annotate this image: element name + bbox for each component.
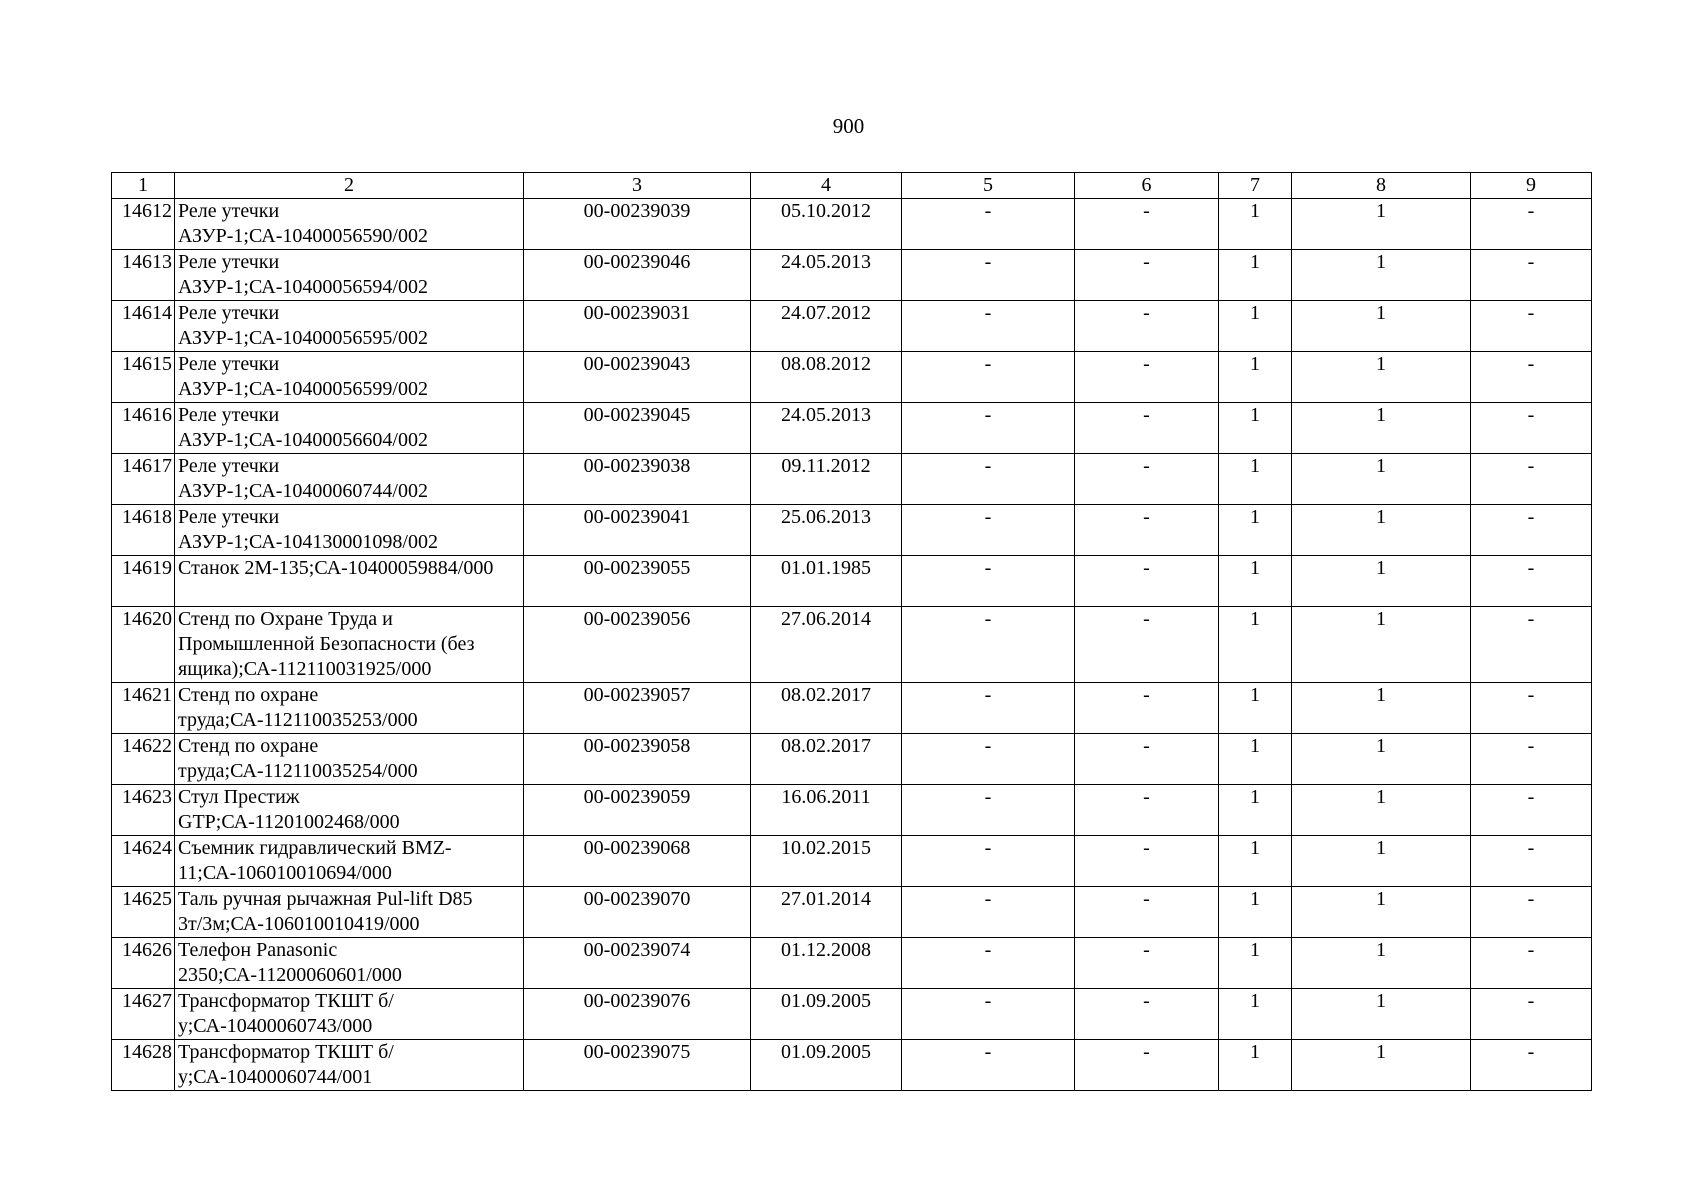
col5-cell: - — [902, 250, 1075, 301]
date-cell: 08.02.2017 — [751, 734, 902, 785]
inventory-code: 00-00239070 — [524, 887, 751, 938]
col6-cell: - — [1075, 352, 1219, 403]
col7-cell: 1 — [1219, 250, 1292, 301]
col6-cell: - — [1075, 199, 1219, 250]
col9-cell: - — [1471, 887, 1592, 938]
inventory-code: 00-00239038 — [524, 454, 751, 505]
row-number: 14626 — [112, 938, 175, 989]
col5-cell: - — [902, 989, 1075, 1040]
date-cell: 01.12.2008 — [751, 938, 902, 989]
table-body — [112, 199, 1592, 1091]
item-name: Реле утечки АЗУР-1;СА-10400056595/002 — [175, 301, 524, 352]
row-number: 14625 — [112, 887, 175, 938]
col5-cell: - — [902, 352, 1075, 403]
col9-cell: - — [1471, 734, 1592, 785]
date-cell: 27.06.2014 — [751, 607, 902, 683]
row-number: 14615 — [112, 352, 175, 403]
col8-cell: 1 — [1292, 683, 1471, 734]
row-number: 14612 — [112, 199, 175, 250]
col7-cell: 1 — [1219, 505, 1292, 556]
date-cell: 09.11.2012 — [751, 454, 902, 505]
col8-cell: 1 — [1292, 403, 1471, 454]
inventory-code: 00-00239055 — [524, 556, 751, 607]
column-header: 2 — [175, 173, 524, 199]
col9-cell: - — [1471, 556, 1592, 607]
col9-cell: - — [1471, 250, 1592, 301]
column-header: 8 — [1292, 173, 1471, 199]
inventory-code: 00-00239068 — [524, 836, 751, 887]
col7-cell: 1 — [1219, 938, 1292, 989]
col5-cell: - — [902, 836, 1075, 887]
row-number: 14621 — [112, 683, 175, 734]
item-name: Стул Престиж GTP;СА-11201002468/000 — [175, 785, 524, 836]
col6-cell: - — [1075, 403, 1219, 454]
col7-cell: 1 — [1219, 556, 1292, 607]
col5-cell: - — [902, 683, 1075, 734]
col5-cell: - — [902, 785, 1075, 836]
item-name: Реле утечки АЗУР-1;СА-10400060744/002 — [175, 454, 524, 505]
inventory-code: 00-00239045 — [524, 403, 751, 454]
col9-cell: - — [1471, 785, 1592, 836]
inventory-code: 00-00239059 — [524, 785, 751, 836]
col8-cell: 1 — [1292, 556, 1471, 607]
col8-cell: 1 — [1292, 505, 1471, 556]
date-cell: 16.06.2011 — [751, 785, 902, 836]
col8-cell: 1 — [1292, 301, 1471, 352]
col5-cell: - — [902, 887, 1075, 938]
row-number: 14616 — [112, 403, 175, 454]
item-name: Трансформатор ТКШТ б/у;СА-10400060743/000 — [175, 989, 524, 1040]
date-cell: 24.05.2013 — [751, 250, 902, 301]
column-header: 5 — [902, 173, 1075, 199]
col6-cell: - — [1075, 301, 1219, 352]
date-cell: 24.05.2013 — [751, 403, 902, 454]
col6-cell: - — [1075, 505, 1219, 556]
item-name: Стенд по Охране Труда и Промышленной Безопасности (без ящика);СА-112110031925/000 — [175, 607, 524, 683]
col6-cell: - — [1075, 836, 1219, 887]
col8-cell: 1 — [1292, 352, 1471, 403]
item-name: Реле утечки АЗУР-1;СА-10400056590/002 — [175, 199, 524, 250]
col9-cell: - — [1471, 505, 1592, 556]
col9-cell: - — [1471, 301, 1592, 352]
col6-cell: - — [1075, 683, 1219, 734]
date-cell: 27.01.2014 — [751, 887, 902, 938]
col8-cell: 1 — [1292, 1040, 1471, 1091]
date-cell: 08.08.2012 — [751, 352, 902, 403]
item-name: Реле утечки АЗУР-1;СА-10400056599/002 — [175, 352, 524, 403]
item-name: Станок 2М-135;СА-10400059884/000 — [175, 556, 524, 607]
col8-cell: 1 — [1292, 734, 1471, 785]
col6-cell: - — [1075, 250, 1219, 301]
table-row — [112, 989, 1592, 1040]
date-cell: 24.07.2012 — [751, 301, 902, 352]
inventory-code: 00-00239056 — [524, 607, 751, 683]
inventory-code: 00-00239043 — [524, 352, 751, 403]
col9-cell: - — [1471, 403, 1592, 454]
date-cell: 25.06.2013 — [751, 505, 902, 556]
col5-cell: - — [902, 454, 1075, 505]
row-number: 14617 — [112, 454, 175, 505]
col9-cell: - — [1471, 454, 1592, 505]
col7-cell: 1 — [1219, 836, 1292, 887]
row-number: 14619 — [112, 556, 175, 607]
col8-cell: 1 — [1292, 454, 1471, 505]
item-name: Стенд по охране труда;СА-112110035254/000 — [175, 734, 524, 785]
row-number: 14628 — [112, 1040, 175, 1091]
col7-cell: 1 — [1219, 683, 1292, 734]
date-cell: 01.09.2005 — [751, 1040, 902, 1091]
table-row — [112, 785, 1592, 836]
item-name: Реле утечки АЗУР-1;СА-10400056604/002 — [175, 403, 524, 454]
col7-cell: 1 — [1219, 785, 1292, 836]
table-row — [112, 938, 1592, 989]
col5-cell: - — [902, 1040, 1075, 1091]
col5-cell: - — [902, 556, 1075, 607]
col5-cell: - — [902, 938, 1075, 989]
row-number: 14614 — [112, 301, 175, 352]
date-cell: 10.02.2015 — [751, 836, 902, 887]
row-number: 14624 — [112, 836, 175, 887]
col5-cell: - — [902, 607, 1075, 683]
col9-cell: - — [1471, 199, 1592, 250]
inventory-code: 00-00239058 — [524, 734, 751, 785]
date-cell: 01.01.1985 — [751, 556, 902, 607]
col7-cell: 1 — [1219, 199, 1292, 250]
item-name: Стенд по охране труда;СА-112110035253/000 — [175, 683, 524, 734]
inventory-code: 00-00239057 — [524, 683, 751, 734]
table-row — [112, 250, 1592, 301]
table-row — [112, 199, 1592, 250]
col8-cell: 1 — [1292, 887, 1471, 938]
inventory-code: 00-00239075 — [524, 1040, 751, 1091]
col5-cell: - — [902, 301, 1075, 352]
col9-cell: - — [1471, 836, 1592, 887]
col7-cell: 1 — [1219, 734, 1292, 785]
row-number: 14622 — [112, 734, 175, 785]
col7-cell: 1 — [1219, 989, 1292, 1040]
table-row — [112, 836, 1592, 887]
inventory-code: 00-00239076 — [524, 989, 751, 1040]
col7-cell: 1 — [1219, 1040, 1292, 1091]
col9-cell: - — [1471, 683, 1592, 734]
table-row — [112, 505, 1592, 556]
inventory-code: 00-00239031 — [524, 301, 751, 352]
date-cell: 05.10.2012 — [751, 199, 902, 250]
item-name: Реле утечки АЗУР-1;СА-10400056594/002 — [175, 250, 524, 301]
col6-cell: - — [1075, 556, 1219, 607]
date-cell: 01.09.2005 — [751, 989, 902, 1040]
col8-cell: 1 — [1292, 989, 1471, 1040]
table-row — [112, 683, 1592, 734]
col5-cell: - — [902, 505, 1075, 556]
col9-cell: - — [1471, 352, 1592, 403]
col6-cell: - — [1075, 989, 1219, 1040]
column-header: 4 — [751, 173, 902, 199]
col7-cell: 1 — [1219, 607, 1292, 683]
col6-cell: - — [1075, 734, 1219, 785]
col5-cell: - — [902, 403, 1075, 454]
col7-cell: 1 — [1219, 403, 1292, 454]
col5-cell: - — [902, 734, 1075, 785]
col8-cell: 1 — [1292, 785, 1471, 836]
col7-cell: 1 — [1219, 352, 1292, 403]
col9-cell: - — [1471, 607, 1592, 683]
col6-cell: - — [1075, 887, 1219, 938]
header-row — [112, 173, 1592, 199]
row-number: 14620 — [112, 607, 175, 683]
col6-cell: - — [1075, 785, 1219, 836]
inventory-code: 00-00239074 — [524, 938, 751, 989]
inventory-code: 00-00239039 — [524, 199, 751, 250]
col8-cell: 1 — [1292, 607, 1471, 683]
item-name: Трансформатор ТКШТ б/у;СА-10400060744/001 — [175, 1040, 524, 1091]
col5-cell: - — [902, 199, 1075, 250]
date-cell: 08.02.2017 — [751, 683, 902, 734]
column-header: 7 — [1219, 173, 1292, 199]
row-number: 14613 — [112, 250, 175, 301]
column-header: 1 — [112, 173, 175, 199]
col9-cell: - — [1471, 938, 1592, 989]
column-header: 3 — [524, 173, 751, 199]
row-number: 14627 — [112, 989, 175, 1040]
table-row — [112, 1040, 1592, 1091]
table-row — [112, 454, 1592, 505]
col8-cell: 1 — [1292, 836, 1471, 887]
item-name: Съемник гидравлический BMZ-11;СА-106010010694/000 — [175, 836, 524, 887]
item-name: Реле утечки АЗУР-1;СА-104130001098/002 — [175, 505, 524, 556]
inventory-table — [111, 172, 1592, 1091]
item-name: Таль ручная рычажная Pul-lift D85 3т/3м;СА-106010010419/000 — [175, 887, 524, 938]
col9-cell: - — [1471, 1040, 1592, 1091]
col6-cell: - — [1075, 607, 1219, 683]
col9-cell: - — [1471, 989, 1592, 1040]
row-number: 14618 — [112, 505, 175, 556]
table-row — [112, 734, 1592, 785]
table-row — [112, 301, 1592, 352]
table-row — [112, 352, 1592, 403]
col7-cell: 1 — [1219, 887, 1292, 938]
col6-cell: - — [1075, 938, 1219, 989]
col8-cell: 1 — [1292, 199, 1471, 250]
page-number: 900 — [832, 114, 865, 138]
table-row — [112, 403, 1592, 454]
col6-cell: - — [1075, 454, 1219, 505]
col7-cell: 1 — [1219, 454, 1292, 505]
col6-cell: - — [1075, 1040, 1219, 1091]
col7-cell: 1 — [1219, 301, 1292, 352]
column-header: 9 — [1471, 173, 1592, 199]
inventory-code: 00-00239041 — [524, 505, 751, 556]
item-name: Телефон Panasonic 2350;СА-11200060601/000 — [175, 938, 524, 989]
table-row — [112, 887, 1592, 938]
row-number: 14623 — [112, 785, 175, 836]
col8-cell: 1 — [1292, 938, 1471, 989]
column-header: 6 — [1075, 173, 1219, 199]
table-row — [112, 607, 1592, 683]
col8-cell: 1 — [1292, 250, 1471, 301]
inventory-code: 00-00239046 — [524, 250, 751, 301]
table-row — [112, 556, 1592, 607]
